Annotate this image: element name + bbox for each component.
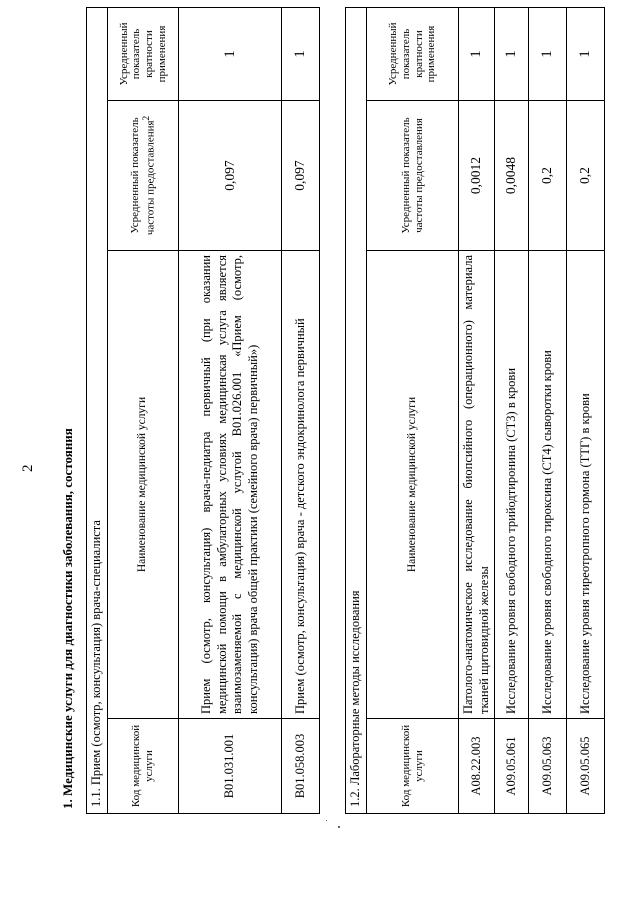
service-code: A09.05.065 xyxy=(567,719,605,814)
multiplicity-value: 1 xyxy=(529,7,567,100)
header-name: Наименование медицинской услуги xyxy=(367,251,459,719)
header-name: Наименование медицинской услуги xyxy=(108,251,179,719)
frequency-value: 0,0012 xyxy=(459,101,495,251)
header-frequency-text: Усредненный показатель частоты предоставления xyxy=(128,117,157,236)
multiplicity-value: 1 xyxy=(282,7,320,100)
header-code: Код медицинской услуги xyxy=(108,719,179,814)
service-code: B01.058.003 xyxy=(282,719,320,814)
service-code: B01.031.001 xyxy=(179,719,282,814)
header-frequency: Усредненный показатель частоты предоставления xyxy=(367,101,459,251)
table-row xyxy=(495,7,529,813)
page-number: 2 xyxy=(20,464,36,472)
table-row xyxy=(567,7,605,813)
frequency-value: 0,0048 xyxy=(495,101,529,251)
footnote-marker: 2 xyxy=(141,115,152,121)
service-code: A09.05.061 xyxy=(495,719,529,814)
table-row xyxy=(179,7,282,813)
multiplicity-value: 1 xyxy=(459,7,495,100)
service-code: A08.22.003 xyxy=(459,719,495,814)
table-1-caption: 1.1. Прием (осмотр, консультация) врача-специалиста xyxy=(87,7,108,813)
header-code: Код медицинской услуги xyxy=(367,719,459,814)
service-name: Исследование уровня свободного трийодтиронина (СТ3) в крови xyxy=(495,251,529,719)
table-2-caption: 1.2. Лабораторные методы исследования xyxy=(346,7,367,813)
multiplicity-value: 1 xyxy=(567,7,605,100)
service-name: Прием (осмотр, консультация) врача - детского эндокринолога первичный xyxy=(282,251,320,719)
section-heading: 1. Медицинские услуги для диагностики заболевания, состояния xyxy=(60,428,75,809)
scan-speck xyxy=(338,826,340,828)
scan-speck xyxy=(326,820,327,821)
frequency-value: 0,097 xyxy=(282,101,320,251)
header-multiplicity: Усредненный показатель кратности применения xyxy=(108,7,179,100)
service-name: Прием (осмотр, консультация) врача-педиатра первичный (при оказании медицинской помощи в амбулаторных условиях медицинская услуга является взаимозаменяемой с медицинской услугой B01.026.001 «Прием (осмотр, консультация) врача общей практики (семейного врача) первичный») xyxy=(179,251,282,719)
multiplicity-value: 1 xyxy=(179,7,282,100)
service-name: Патолого-анатомическое исследование биопсийного (операционного) материала тканей щитовидной железы xyxy=(459,251,495,719)
frequency-value: 0,097 xyxy=(179,101,282,251)
table-row xyxy=(529,7,567,813)
service-name: Исследование уровня тиреотропного гормона (ТТГ) в крови xyxy=(567,251,605,719)
header-frequency xyxy=(108,101,179,251)
table-row xyxy=(459,7,495,813)
table-row xyxy=(282,7,320,813)
multiplicity-value: 1 xyxy=(495,7,529,100)
table-laboratory-methods xyxy=(345,7,605,814)
service-code: A09.05.063 xyxy=(529,719,567,814)
header-multiplicity: Усредненный показатель кратности применения xyxy=(367,7,459,100)
service-name: Исследование уровня свободного тироксина (СТ4) сыворотки крови xyxy=(529,251,567,719)
table-specialist-consultation xyxy=(86,7,320,814)
frequency-value: 0,2 xyxy=(567,101,605,251)
frequency-value: 0,2 xyxy=(529,101,567,251)
